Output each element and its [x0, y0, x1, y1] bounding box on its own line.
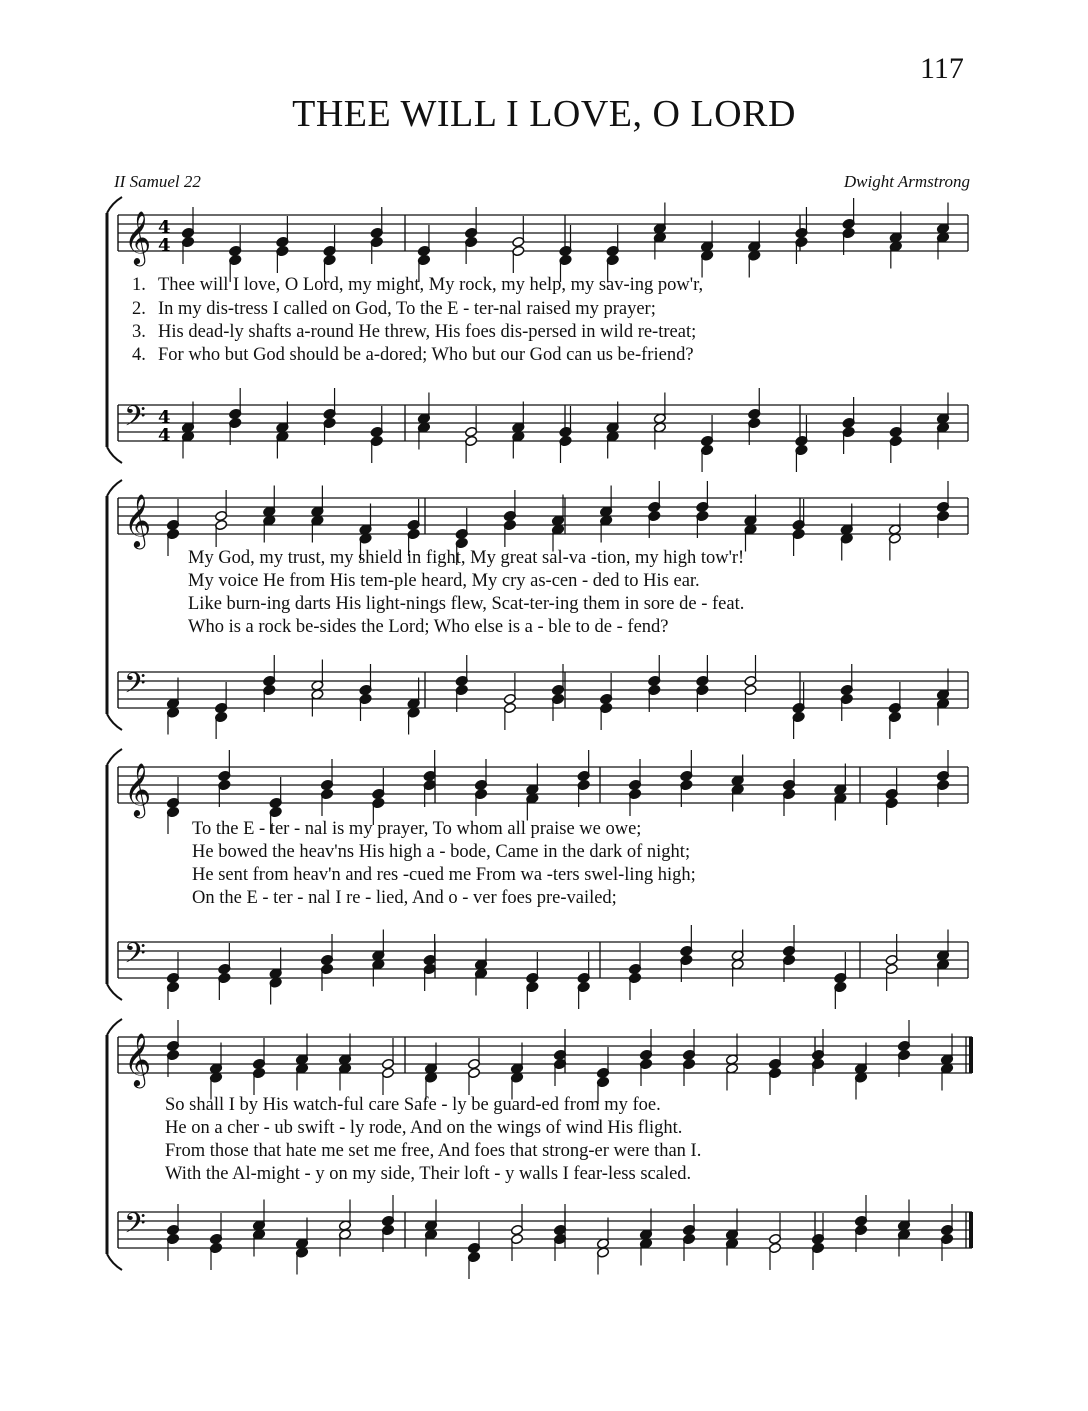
verse-number: 2.: [132, 299, 146, 319]
time-signature: 4: [158, 217, 171, 238]
lyric-line: He on a cher - ub swift - ly rode, And on the wings of wind His flight.: [165, 1118, 683, 1138]
lyric-line: To the E - ter - nal is my prayer, To whom all praise we owe;: [192, 819, 642, 839]
verse-number: 1.: [132, 275, 146, 295]
lyric-line: From those that hate me set me free, And foes that strong-er were than I.: [165, 1141, 702, 1161]
treble-clef-icon: 𝄞: [124, 1032, 152, 1086]
lyric-line: So shall I by His watch-ful care Safe - ly be guard-ed from my foe.: [165, 1095, 661, 1115]
bass-clef-icon: 𝄢: [124, 937, 146, 977]
bass-clef-icon: 𝄢: [124, 667, 146, 707]
composer-credit: Dwight Armstrong: [843, 172, 970, 191]
bass-clef-icon: 𝄢: [124, 400, 146, 440]
lyric-line: 2. In my dis-tress I called on God, To the E - ter-nal raised my prayer;: [132, 299, 656, 319]
system-bracket: [107, 1254, 122, 1270]
lyric-line: 3. His dead-ly shafts a-round He threw, His foes dis-persed in wild re-treat;: [132, 322, 697, 342]
verse-number: 3.: [132, 322, 146, 342]
treble-clef-icon: 𝄞: [124, 210, 152, 264]
system-bracket: [107, 1019, 122, 1035]
lyric-line: 1. Thee will I love, O Lord, my might, My rock, my help, my sav-ing pow'r,: [132, 275, 704, 295]
system-bracket: [107, 714, 122, 730]
treble-clef-icon: 𝄞: [124, 762, 152, 816]
bass-clef-icon: 𝄢: [124, 1207, 146, 1247]
lyric-line: He sent from heav'n and res -cued me From wa -ters swel-ling high;: [192, 865, 696, 885]
system-bracket: [107, 447, 122, 463]
time-signature: 4: [158, 235, 171, 256]
lyric-line: Who is a rock be-sides the Lord; Who else is a - ble to de - fend?: [188, 617, 669, 637]
system-bracket: [107, 984, 122, 1000]
lyric-line: My voice He from His tem-ple heard, My cry as-cen - ded to His ear.: [188, 571, 700, 591]
verse-number: 4.: [132, 345, 146, 365]
treble-clef-icon: 𝄞: [124, 493, 152, 547]
lyric-line: Like burn-ing darts His light-nings flew, Scat-ter-ing them in sore de - feat.: [188, 594, 745, 614]
lyric-line: My God, my trust, my shield in fight, My great sal-va -tion, my high tow'r!: [188, 548, 745, 568]
page-number: 117: [920, 52, 964, 85]
system-bracket: [107, 197, 122, 213]
lyric-line: On the E - ter - nal I re - lied, And o - ver foes pre-vailed;: [192, 888, 617, 908]
lyric-line: 4. For who but God should be a-dored; Who but our God can us be-friend?: [132, 345, 694, 365]
time-signature: 4: [158, 407, 171, 428]
hymn-title: THEE WILL I LOVE, O LORD: [292, 93, 796, 135]
system-bracket: [107, 749, 122, 765]
time-signature: 4: [158, 425, 171, 446]
lyric-line: With the Al-might - y on my side, Their loft - y walls I fear-less scaled.: [165, 1164, 692, 1184]
system-bracket: [107, 480, 122, 496]
scripture-reference: II Samuel 22: [114, 172, 201, 191]
lyric-line: He bowed the heav'ns His high a - bode, Came in the dark of night;: [192, 842, 691, 862]
